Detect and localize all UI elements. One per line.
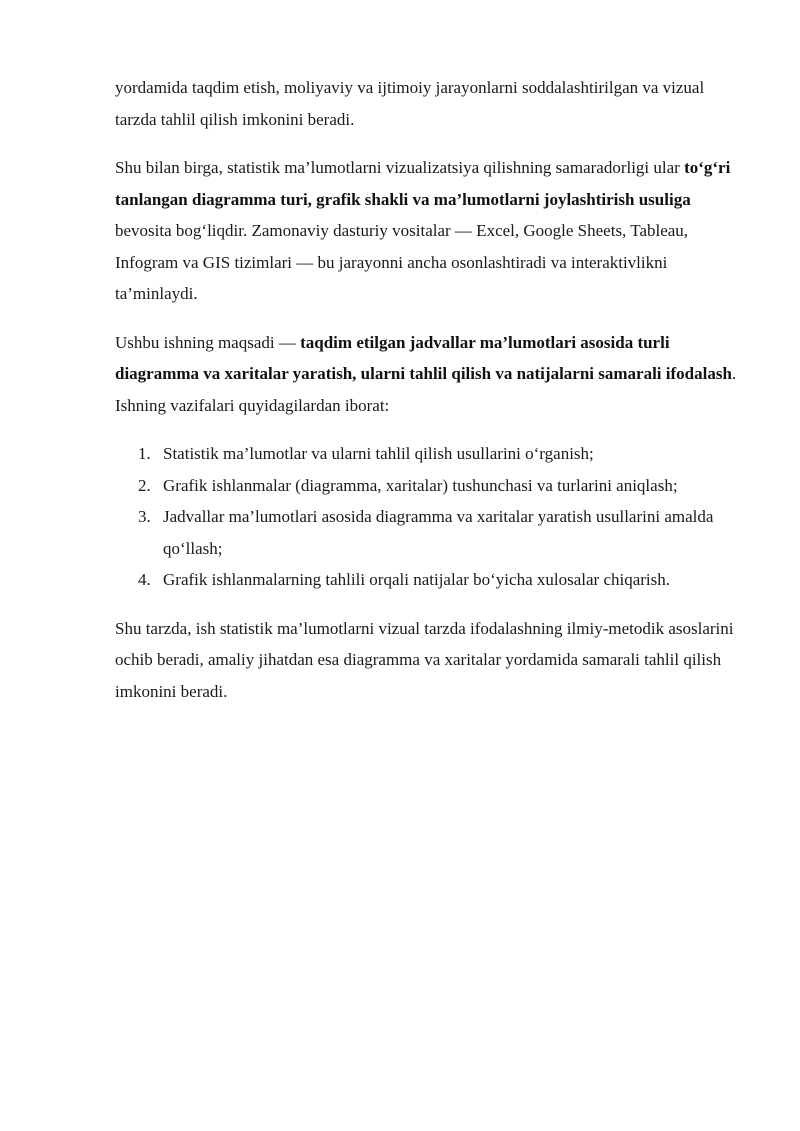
document-page [115, 72, 747, 724]
paragraph-text: Shu bilan birga, statistik ma’lumotlarni vizualizatsiya qilishning samaradorligi ular [115, 158, 685, 177]
paragraph-text: . Ishning vazifalari quyidagilardan iborat: [115, 364, 737, 415]
list-item-text: Statistik ma’lumotlar va ularni tahlil qilish usullarini o‘rganish; [163, 444, 594, 463]
paragraph-text: yordamida taqdim etish, moliyaviy va ijtimoiy jarayonlarni soddalashtirilgan va vizual tarzda tahlil qilish imkonini beradi. [115, 78, 705, 129]
list-item-number: 3. [138, 507, 151, 526]
list-item [115, 501, 747, 564]
paragraph-conclusion [115, 613, 747, 708]
paragraph-text: Shu tarzda, ish statistik ma’lumotlarni vizual tarzda ifodalashning ilmiy-metodik asoslarini ochib beradi, amaliy jihatdan esa diagramma va xaritalar yordamida samarali tahlil qilish imkonini beradi. [115, 618, 734, 701]
list-item [115, 470, 747, 502]
list-item-text: Grafik ishlanmalarning tahlili orqali natijalar bo‘yicha xulosalar chiqarish. [163, 570, 671, 589]
list-item-number: 1. [138, 444, 151, 463]
paragraph-visualization-effectiveness [115, 152, 747, 310]
bold-emphasis: taqdim etilgan jadvallar ma’lumotlari asosida turli diagramma va xaritalar yaratish, ularni tahlil qilish va natijalarni samarali ifodalash [115, 332, 732, 383]
paragraph-text: Ushbu ishning maqsadi — [115, 332, 301, 352]
bold-emphasis: to‘g‘ri tanlangan diagramma turi, grafik shakli va ma’lumotlarni joylashtirish usuliga [115, 158, 731, 209]
paragraph-intro-continuation [115, 72, 747, 135]
list-item-text: Jadvallar ma’lumotlari asosida diagramma va xaritalar yaratish usullarini amalda qo‘llash; [163, 507, 714, 558]
list-item-text: Grafik ishlanmalar (diagramma, xaritalar) tushunchasi va turlarini aniqlash; [163, 475, 678, 495]
tasks-list [115, 438, 747, 596]
paragraph-text: bevosita bog‘liqdir. Zamonaviy dasturiy vositalar — Excel, Google Sheets, Tableau, Infogram va GIS tizimlari — bu jarayonni ancha osonlashtiradi va interaktivlikni ta’minlaydi. [115, 221, 689, 303]
list-item [115, 438, 747, 470]
list-item-number: 4. [138, 570, 151, 589]
list-item-number: 2. [138, 475, 151, 495]
list-item [115, 564, 747, 596]
paragraph-work-goal [115, 327, 747, 422]
